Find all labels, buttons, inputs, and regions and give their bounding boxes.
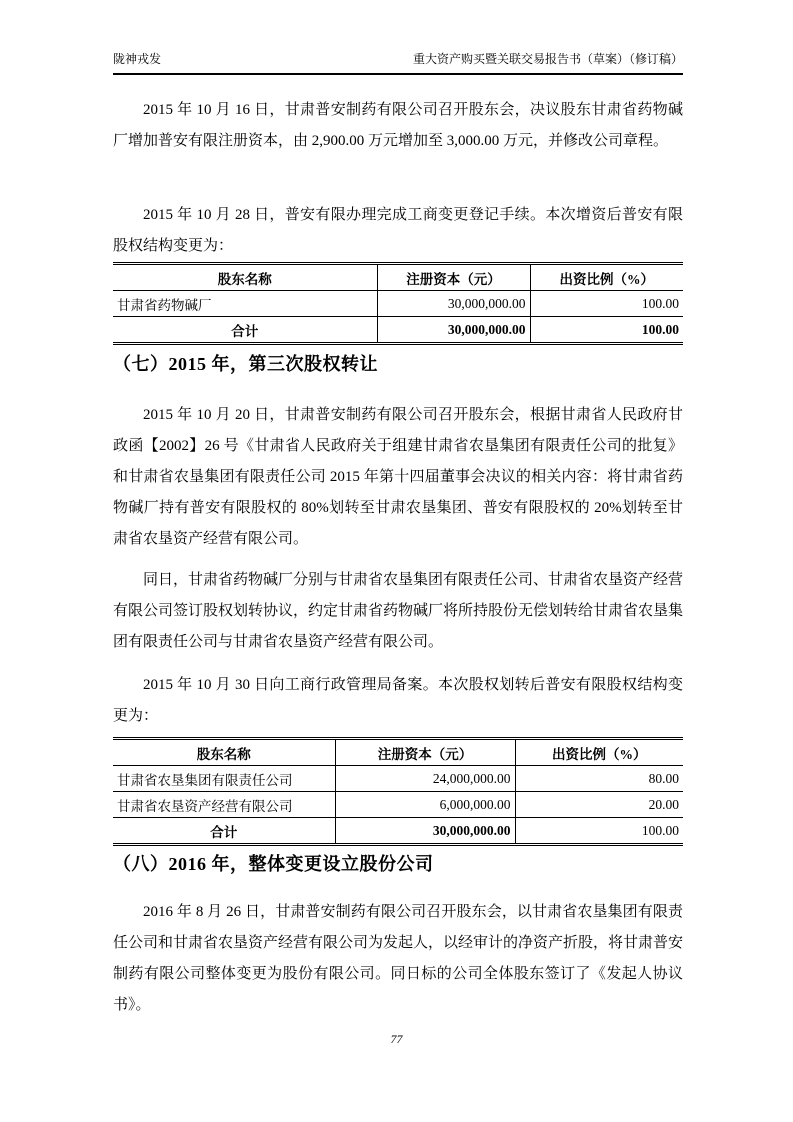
total-label: 合计 <box>113 818 335 845</box>
page-number: 77 <box>390 1032 403 1046</box>
paragraph-registration-change: 2015 年 10 月 28 日，普安有限办理完成工商变更登记手续。本次增资后普安有限股权结构变更为： <box>113 207 683 254</box>
table-row <box>113 766 683 792</box>
registered-capital-value: 6,000,000.00 <box>335 792 515 818</box>
table-total-row <box>113 317 683 344</box>
paragraph-filing: 2015 年 10 月 30 日向工商行政管理局备案。本次股权划转后普安有限股权结构变更为： <box>113 677 683 724</box>
table-row <box>113 291 683 317</box>
col-header-registered-capital: 注册资本（元） <box>335 739 515 766</box>
table-header-row <box>113 264 683 291</box>
header-company-short-name: 陇神戎发 <box>113 52 162 66</box>
paragraph-capital-increase: 2015 年 10 月 16 日，甘肃普安制药有限公司召开股东会，决议股东甘肃省药物碱厂增加普安有限注册资本，由 2,900.00 万元增加至 3,000.00 万元，并修改公司章程。 <box>113 102 683 149</box>
shareholder-name: 甘肃省农垦资产经营有限公司 <box>113 792 335 818</box>
col-header-shareholder: 股东名称 <box>113 264 377 291</box>
table-total-row <box>113 818 683 845</box>
section-heading-eight: （八）2016 年，整体变更设立股份公司 <box>113 854 434 874</box>
col-header-shareholder: 股东名称 <box>113 739 335 766</box>
col-header-contribution-ratio: 出资比例（%） <box>530 264 683 291</box>
ratio-value: 20.00 <box>515 792 683 818</box>
table-row <box>113 792 683 818</box>
total-ratio-value: 100.00 <box>641 822 679 838</box>
registered-capital-value: 30,000,000.00 <box>377 291 530 317</box>
col-header-registered-capital: 注册资本（元） <box>377 264 530 291</box>
section-heading-seven: （七）2015 年，第三次股权转让 <box>113 354 378 374</box>
paragraph-transfer-agreement: 同日，甘肃省药物碱厂分别与甘肃省农垦集团有限责任公司、甘肃省农垦资产经营有限公司签订股权划转协议，约定甘肃省药物碱厂将所持股份无偿划转给甘肃省农垦集团有限责任公司与甘肃省农垦资产经营有限公司。 <box>113 572 684 650</box>
ratio-value: 100.00 <box>530 291 683 317</box>
page-footer <box>0 1032 793 1047</box>
paragraph-joint-stock-conversion: 2016 年 8 月 26 日，甘肃普安制药有限公司召开股东会，以甘肃省农垦集团有限责任公司和甘肃省农垦资产经营有限公司为发起人，以经审计的净资产折股，将甘肃普安制药有限公司整体变更为股份有限公司。同日标的公司全体股东签订了《发起人协议书》。 <box>113 904 684 1013</box>
total-capital-value: 30,000,000.00 <box>335 818 515 845</box>
paragraph-equity-transfer-decision: 2015 年 10 月 20 日，甘肃普安制药有限公司召开股东会，根据甘肃省人民政府甘政函【2002】26 号《甘肃省人民政府关于组建甘肃省农垦集团有限责任公司的批复》和甘肃省农垦集团有限责任公司 2015 年第十四届董事会决议的相关内容：将甘肃省药物碱厂持有普安有限股权的 80%划转至甘肃农垦集团、普安有限股权的 20%划转至甘肃省农垦资产经营有限公司。 <box>113 407 683 547</box>
total-ratio-value: 100.00 <box>641 321 679 337</box>
shareholder-name: 甘肃省药物碱厂 <box>113 291 377 317</box>
col-header-contribution-ratio: 出资比例（%） <box>515 739 683 766</box>
page-header <box>113 50 683 75</box>
total-label: 合计 <box>113 317 377 344</box>
shareholder-name: 甘肃省农垦集团有限责任公司 <box>113 766 335 792</box>
equity-structure-table-2 <box>113 737 683 846</box>
table-header-row <box>113 739 683 766</box>
equity-structure-table-1 <box>113 262 683 345</box>
ratio-value: 80.00 <box>515 766 683 792</box>
header-report-title: 重大资产购买暨关联交易报告书（草案）（修订稿） <box>412 52 683 66</box>
total-capital-value: 30,000,000.00 <box>377 317 530 344</box>
registered-capital-value: 24,000,000.00 <box>335 766 515 792</box>
